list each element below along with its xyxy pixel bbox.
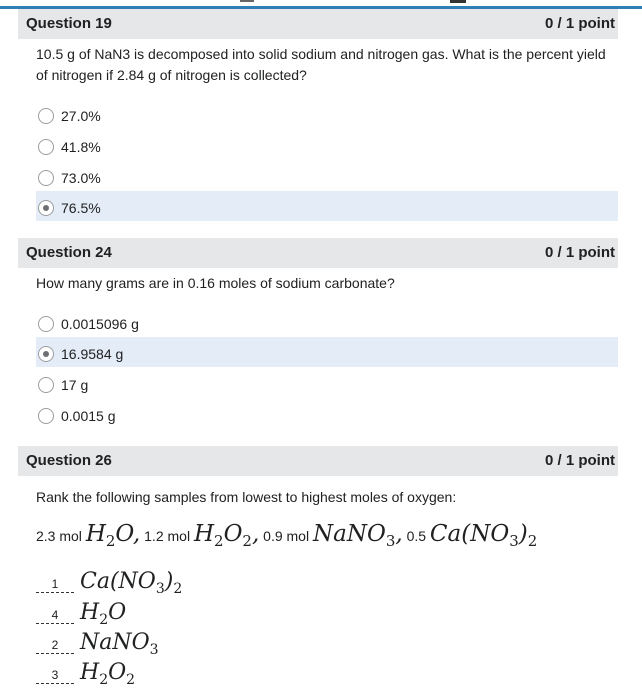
ranking-substance: $Ca(NO_3)_2$ xyxy=(80,569,183,597)
question-19-header xyxy=(18,9,618,39)
question-26-text: Rank the following samples from lowest to highest moles of oxygen: xyxy=(36,489,457,505)
sample-quantity: 0.5 xyxy=(406,528,427,544)
radio-button[interactable] xyxy=(38,408,54,424)
radio-dot xyxy=(43,205,49,211)
ranking-substance: $H_2O_2$ xyxy=(80,660,136,688)
answer-label: 41.8% xyxy=(61,139,101,155)
radio-dot xyxy=(43,351,49,357)
formula-h2o2: $H_2O_2$, xyxy=(193,521,260,550)
question-title: Question 26 xyxy=(26,452,112,469)
answer-option[interactable] xyxy=(36,163,618,193)
radio-button[interactable] xyxy=(38,139,54,155)
answer-option[interactable] xyxy=(36,370,618,400)
radio-button[interactable] xyxy=(38,377,54,393)
sample-quantity: 2.3 mol xyxy=(36,528,82,544)
rank-input[interactable]: 3 xyxy=(36,668,74,684)
answer-option-selected[interactable] xyxy=(36,337,618,367)
answer-label: 16.9584 g xyxy=(61,346,124,362)
radio-button[interactable] xyxy=(38,170,54,186)
question-score: 0 / 1 point xyxy=(544,15,615,32)
ranking-row[interactable] xyxy=(36,569,182,597)
question-26-header xyxy=(18,446,618,476)
question-24-text: How many grams are in 0.16 moles of sodium carbonate? xyxy=(36,275,395,291)
question-24-header xyxy=(18,238,618,268)
answer-label: 76.5% xyxy=(61,200,101,216)
radio-button[interactable] xyxy=(38,316,54,332)
ranking-substance: $H_2O$ xyxy=(80,600,127,628)
radio-button[interactable] xyxy=(38,108,54,124)
question-score: 0 / 1 point xyxy=(544,244,615,261)
rank-input[interactable]: 2 xyxy=(36,638,74,654)
question-title: Question 24 xyxy=(26,244,112,261)
sample-list xyxy=(36,521,537,557)
top-bar-mark xyxy=(240,0,254,2)
answer-label: 0.0015096 g xyxy=(61,316,139,332)
formula-h2o: $H_2O$, xyxy=(85,521,141,550)
answer-label: 73.0% xyxy=(61,170,101,186)
question-score: 0 / 1 point xyxy=(544,452,615,469)
ranking-substance: NaNO$_3$ xyxy=(80,630,159,658)
answer-label: 17 g xyxy=(61,377,89,393)
sample-quantity: 1.2 mol xyxy=(144,528,191,544)
radio-button-selected[interactable] xyxy=(38,346,54,362)
top-bar xyxy=(0,0,642,9)
radio-button-selected[interactable] xyxy=(38,200,54,216)
formula-cano32: $Ca(NO_3)_2$ xyxy=(429,521,538,550)
question-title: Question 19 xyxy=(26,15,112,32)
rank-input[interactable]: 4 xyxy=(36,608,74,624)
formula-nano3: NaNO$_3$, xyxy=(312,521,403,550)
answer-label: 27.0% xyxy=(61,108,101,124)
ranking-row[interactable] xyxy=(36,660,135,688)
answer-option[interactable] xyxy=(36,401,618,431)
answer-option[interactable] xyxy=(36,132,618,162)
ranking-row[interactable] xyxy=(36,630,159,658)
answer-option[interactable] xyxy=(36,309,618,339)
answer-option[interactable] xyxy=(36,101,618,131)
sample-quantity: 0.9 mol xyxy=(263,528,310,544)
answer-option-selected[interactable] xyxy=(36,191,618,221)
answer-label: 0.0015 g xyxy=(61,408,116,424)
top-bar-mark xyxy=(450,0,466,3)
ranking-row[interactable] xyxy=(36,600,126,628)
question-19-text: 10.5 g of NaN3 is decomposed into solid sodium and nitrogen gas. What is the percent yield of nitrogen if 2.84 g of nitrogen is collected? xyxy=(36,46,606,83)
rank-input[interactable]: 1 xyxy=(36,577,74,593)
